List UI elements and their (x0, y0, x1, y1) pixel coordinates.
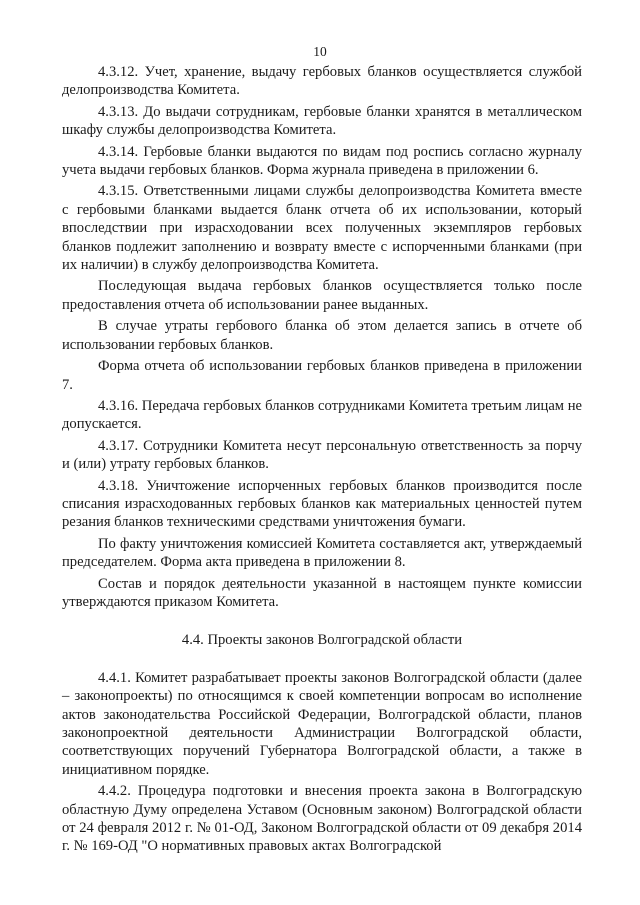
paragraph-4-3-12: 4.3.12. Учет, хранение, выдачу гербовых бланков осуществляется службой делопроизводства Комитета. (62, 64, 582, 99)
paragraph-4-3-15: 4.3.15. Ответственными лицами службы делопроизводства Комитета вместе с гербовыми бланками выдается бланк отчета об их использовании, который впоследствии при израсходовании всех полученных экземпляров гербовых бланков подлежит заполнению и возврату вместе с испорченными бланками (при их наличии) в службу делопроизводства Комитета. (62, 183, 582, 274)
section-heading-4-4: 4.4. Проекты законов Волгоградской области (181, 632, 463, 649)
paragraph-destruction-act: По факту уничтожения комиссией Комитета составляется акт, утверждаемый председателем. Форма акта приведена в приложении 8. (62, 535, 582, 571)
paragraph-commission: Состав и порядок деятельности указанной в настоящем пункте комиссии утверждаются приказом Комитета. (62, 575, 582, 610)
document-body (62, 63, 582, 859)
paragraph-subsequent-issue: Последующая выдача гербовых бланков осуществляется только после предоставления отчета об использовании ранее выданных. (62, 278, 582, 313)
paragraph-4-3-13: 4.3.13. До выдачи сотрудникам, гербовые бланки хранятся в металлическом шкафу службы делопроизводства Комитета. (62, 103, 582, 139)
paragraph-4-3-18: 4.3.18. Уничтожение испорченных гербовых бланков производится после списания израсходованных гербовых бланков как материальных ценностей путем резания бланков техническими средствами уничтожения бумаги. (62, 477, 582, 531)
paragraph-report-form: Форма отчета об использовании гербовых бланков приведена в приложении 7. (62, 358, 582, 393)
page-number: 10 (313, 44, 327, 59)
paragraph-loss-record: В случае утраты гербового бланка об этом делается запись в отчете об использовании гербовых бланков. (62, 318, 582, 353)
paragraph-4-4-1: 4.4.1. Комитет разрабатывает проекты законов Волгоградской области (далее – законопроекты) по относящимся к своей компетенции вопросам во исполнение актов законодательства Российской Федерации, Волгоградской области, планов законопроектной деятельности Администрации Волгоградской области, соответствующих поручений Губернатора Волгоградской области, а также в инициативном порядке. (62, 669, 582, 778)
paragraph-4-4-2: 4.4.2. Процедура подготовки и внесения проекта закона в Волгоградскую областную Думу определена Уставом (Основным законом) Волгоградской области от 24 февраля 2012 г. № 01-ОД, Законом Волгоградской области от 09 декабря 2014 г. № 169-ОД "О нормативных правовых актах Волгоградской (62, 783, 582, 855)
paragraph-4-3-16: 4.3.16. Передача гербовых бланков сотрудниками Комитета третьим лицам не допускается. (62, 397, 582, 433)
paragraph-4-3-14: 4.3.14. Гербовые бланки выдаются по видам под роспись согласно журналу учета выдачи гербовых бланков. Форма журнала приведена в приложении 6. (62, 143, 582, 179)
paragraph-4-3-17: 4.3.17. Сотрудники Комитета несут персональную ответственность за порчу и (или) утрату гербовых бланков. (62, 437, 582, 473)
